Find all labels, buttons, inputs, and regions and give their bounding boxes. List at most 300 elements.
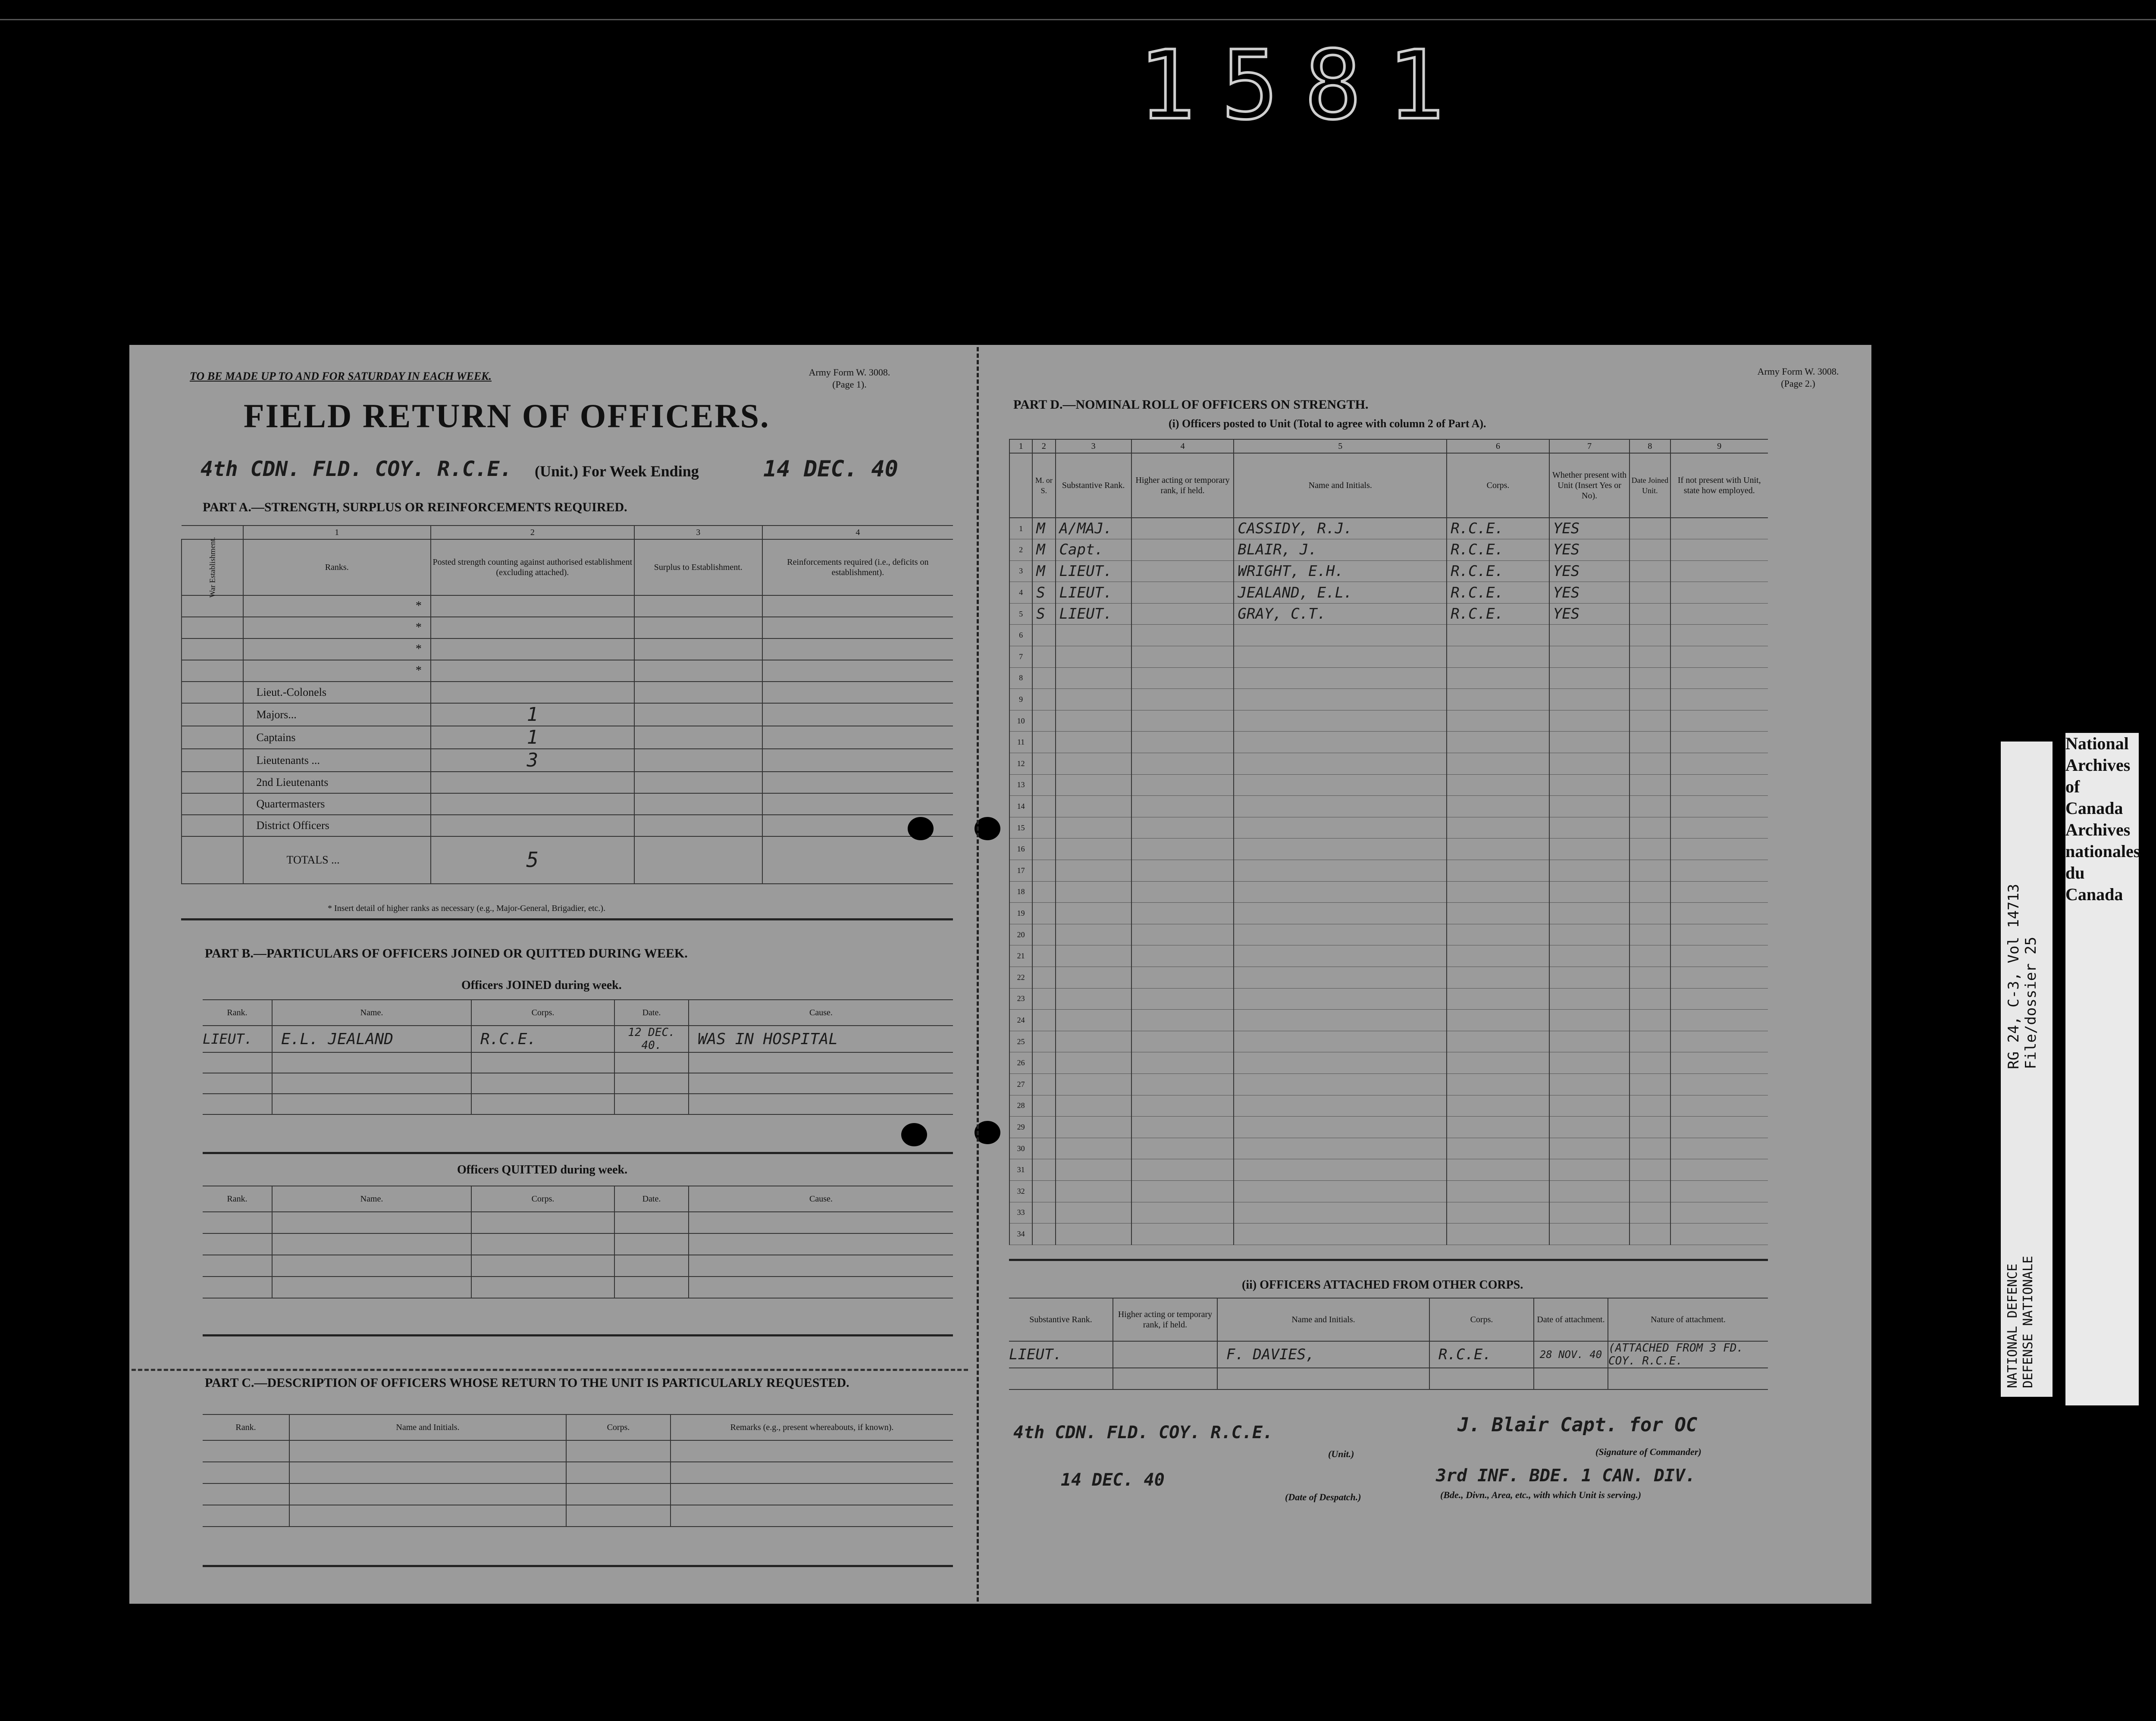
nominal-roll-body bbox=[1009, 518, 1768, 1245]
roll-row bbox=[1009, 1073, 1768, 1095]
roll-row bbox=[1009, 1031, 1768, 1052]
roll-name bbox=[1234, 1138, 1447, 1159]
roll-rank bbox=[1056, 625, 1131, 646]
roll-row bbox=[1009, 667, 1768, 689]
roll-row bbox=[1009, 967, 1768, 988]
roll-row bbox=[1009, 1052, 1768, 1074]
roll-row bbox=[1009, 582, 1768, 604]
roll-row-number: 11 bbox=[1009, 732, 1032, 753]
roll-ms bbox=[1032, 774, 1055, 796]
roll-row-number: 9 bbox=[1009, 689, 1032, 710]
roll-present bbox=[1549, 903, 1630, 924]
part-c-table bbox=[203, 1414, 953, 1527]
roll-ms bbox=[1032, 753, 1055, 775]
roll-row bbox=[1009, 753, 1768, 775]
roll-present bbox=[1549, 1010, 1630, 1031]
roll-corps bbox=[1447, 903, 1549, 924]
roll-index-header bbox=[1009, 453, 1032, 518]
roll-name bbox=[1234, 774, 1447, 796]
joined-cause-header: Cause. bbox=[689, 1000, 953, 1026]
joined-cause: WAS IN HOSPITAL bbox=[689, 1026, 953, 1052]
roll-row-number: 28 bbox=[1009, 1095, 1032, 1117]
roll-date-joined bbox=[1630, 1159, 1670, 1181]
page-stamp-number: 1581 bbox=[1138, 30, 1470, 141]
roll-higher-rank bbox=[1131, 1031, 1234, 1052]
roll-date-joined bbox=[1630, 817, 1670, 839]
roll-row bbox=[1009, 603, 1768, 625]
archive-reference bbox=[2005, 884, 2040, 1069]
roll-present: YES bbox=[1549, 518, 1630, 539]
roll-row-number: 14 bbox=[1009, 796, 1032, 817]
roll-rank bbox=[1056, 1052, 1131, 1074]
roll-date-joined bbox=[1630, 646, 1670, 668]
roll-higher-rank bbox=[1131, 903, 1234, 924]
roll-ms bbox=[1032, 988, 1055, 1010]
att-rank: LIEUT. bbox=[1009, 1341, 1113, 1368]
roll-row-number: 10 bbox=[1009, 710, 1032, 732]
roll-date-joined bbox=[1630, 582, 1670, 604]
roll-row bbox=[1009, 1117, 1768, 1138]
form-title: FIELD RETURN OF OFFICERS. bbox=[244, 397, 770, 435]
roll-date-joined bbox=[1630, 1095, 1670, 1117]
col-num-3: 3 bbox=[634, 526, 762, 539]
roll-rank bbox=[1056, 817, 1131, 839]
roll-ms bbox=[1032, 1031, 1055, 1052]
roll-rank bbox=[1056, 1031, 1131, 1052]
rank-quartermasters: Quartermasters bbox=[243, 793, 431, 815]
part-d-divider bbox=[1009, 1259, 1768, 1261]
roll-higher-rank bbox=[1131, 1180, 1234, 1202]
roll-ms bbox=[1032, 667, 1055, 689]
roll-rank bbox=[1056, 732, 1131, 753]
roll-colnum-8: 8 bbox=[1630, 439, 1670, 453]
roll-name bbox=[1234, 1095, 1447, 1117]
joined-name-header: Name. bbox=[272, 1000, 471, 1026]
roll-ms bbox=[1032, 1052, 1055, 1074]
roll-row bbox=[1009, 860, 1768, 882]
roll-row-number: 1 bbox=[1009, 518, 1032, 539]
roll-row-number: 19 bbox=[1009, 903, 1032, 924]
roll-name bbox=[1234, 860, 1447, 882]
roll-corps: R.C.E. bbox=[1447, 518, 1549, 539]
quitted-corps-header: Corps. bbox=[471, 1186, 614, 1212]
roll-row bbox=[1009, 560, 1768, 582]
form-page-1 bbox=[129, 345, 975, 1604]
roll-rank bbox=[1056, 753, 1131, 775]
roll-name bbox=[1234, 646, 1447, 668]
quitted-divider bbox=[203, 1334, 953, 1336]
star-row-2: * bbox=[243, 617, 431, 638]
roll-name bbox=[1234, 924, 1447, 945]
roll-ms bbox=[1032, 646, 1055, 668]
roll-name bbox=[1234, 967, 1447, 988]
roll-date-joined bbox=[1630, 988, 1670, 1010]
despatch-date-handwritten: 14 DEC. 40 bbox=[1061, 1470, 1165, 1490]
roll-higher-rank bbox=[1131, 646, 1234, 668]
quitted-table bbox=[203, 1186, 953, 1299]
roll-row-number: 24 bbox=[1009, 1010, 1032, 1031]
roll-present: YES bbox=[1549, 603, 1630, 625]
roll-higher-rank bbox=[1131, 1138, 1234, 1159]
roll-employed bbox=[1670, 817, 1768, 839]
roll-name-header: Name and Initials. bbox=[1234, 453, 1447, 518]
perforation-line bbox=[132, 1369, 968, 1371]
roll-rank bbox=[1056, 839, 1131, 860]
roll-rank: LIEUT. bbox=[1056, 560, 1131, 582]
part-a-footnote: * Insert detail of higher ranks as necessary (e.g., Major-General, Brigadier, etc.). bbox=[328, 904, 606, 913]
roll-rank: LIEUT. bbox=[1056, 603, 1131, 625]
roll-row-number: 13 bbox=[1009, 774, 1032, 796]
roll-corps bbox=[1447, 1117, 1549, 1138]
roll-rank bbox=[1056, 667, 1131, 689]
roll-date-joined bbox=[1630, 1117, 1670, 1138]
joined-corps-header: Corps. bbox=[471, 1000, 614, 1026]
rank-lieut-colonels: Lieut.-Colonels bbox=[243, 682, 431, 703]
roll-date-joined bbox=[1630, 560, 1670, 582]
roll-ms bbox=[1032, 903, 1055, 924]
roll-rank bbox=[1056, 1223, 1131, 1245]
roll-name bbox=[1234, 839, 1447, 860]
roll-employed bbox=[1670, 1073, 1768, 1095]
joined-date: 12 DEC. 40. bbox=[614, 1026, 689, 1052]
att-higher-rank-header: Higher acting or temporary rank, if held. bbox=[1113, 1298, 1217, 1341]
commander-signature: J. Blair Capt. for OC bbox=[1457, 1414, 1698, 1436]
roll-row bbox=[1009, 1202, 1768, 1223]
roll-row bbox=[1009, 988, 1768, 1010]
part-c-name-header: Name and Initials. bbox=[289, 1414, 566, 1440]
roll-present bbox=[1549, 667, 1630, 689]
joined-heading: Officers JOINED during week. bbox=[461, 979, 622, 992]
roll-row-number: 34 bbox=[1009, 1223, 1032, 1245]
roll-name bbox=[1234, 689, 1447, 710]
submission-note: TO BE MADE UP TO AND FOR SATURDAY IN EACH WEEK. bbox=[190, 370, 492, 382]
roll-corps: R.C.E. bbox=[1447, 603, 1549, 625]
roll-higher-rank bbox=[1131, 625, 1234, 646]
roll-name bbox=[1234, 1052, 1447, 1074]
roll-rank: Capt. bbox=[1056, 539, 1131, 561]
roll-date-joined bbox=[1630, 796, 1670, 817]
totals-value: 5 bbox=[431, 836, 634, 884]
joined-table bbox=[203, 999, 953, 1115]
roll-higher-rank bbox=[1131, 710, 1234, 732]
roll-ms: M bbox=[1032, 539, 1055, 561]
roll-row-number: 3 bbox=[1009, 560, 1032, 582]
roll-employed bbox=[1670, 710, 1768, 732]
posted-2nd-lieutenants bbox=[431, 772, 634, 793]
roll-higher-rank bbox=[1131, 667, 1234, 689]
nac-en-text: National Archives of Canada bbox=[2065, 734, 2131, 818]
roll-present bbox=[1549, 1052, 1630, 1074]
att-date-header: Date of attachment. bbox=[1534, 1298, 1608, 1341]
roll-present: YES bbox=[1549, 560, 1630, 582]
roll-higher-rank bbox=[1131, 1202, 1234, 1223]
roll-higher-rank bbox=[1131, 924, 1234, 945]
roll-name bbox=[1234, 753, 1447, 775]
att-name: F. DAVIES, bbox=[1217, 1341, 1429, 1368]
roll-name bbox=[1234, 667, 1447, 689]
roll-name bbox=[1234, 1159, 1447, 1181]
roll-rank bbox=[1056, 1138, 1131, 1159]
roll-rank bbox=[1056, 1180, 1131, 1202]
roll-colnum-1: 1 bbox=[1009, 439, 1032, 453]
quitted-cause-header: Cause. bbox=[689, 1186, 953, 1212]
week-ending-label: (Unit.) For Week Ending bbox=[535, 463, 699, 480]
roll-row-number: 12 bbox=[1009, 753, 1032, 775]
roll-row bbox=[1009, 924, 1768, 945]
part-c-heading: PART C.—DESCRIPTION OF OFFICERS WHOSE RETURN TO THE UNIT IS PARTICULARLY REQUESTED. bbox=[205, 1376, 849, 1390]
col-num-1: 1 bbox=[243, 526, 431, 539]
roll-date-joined bbox=[1630, 1202, 1670, 1223]
roll-ms bbox=[1032, 967, 1055, 988]
roll-row-number: 4 bbox=[1009, 582, 1032, 604]
roll-ms bbox=[1032, 924, 1055, 945]
roll-row bbox=[1009, 625, 1768, 646]
part-c-rank-header: Rank. bbox=[203, 1414, 289, 1440]
roll-row-number: 32 bbox=[1009, 1180, 1032, 1202]
roll-row-number: 27 bbox=[1009, 1073, 1032, 1095]
roll-rank bbox=[1056, 1117, 1131, 1138]
roll-colnum-4: 4 bbox=[1131, 439, 1234, 453]
roll-higher-rank bbox=[1131, 988, 1234, 1010]
nominal-roll-table bbox=[1009, 439, 1768, 1245]
roll-present bbox=[1549, 625, 1630, 646]
roll-rank bbox=[1056, 1159, 1131, 1181]
roll-present bbox=[1549, 1223, 1630, 1245]
roll-date-joined bbox=[1630, 881, 1670, 903]
roll-ms bbox=[1032, 1159, 1055, 1181]
roll-row bbox=[1009, 945, 1768, 967]
roll-corps bbox=[1447, 753, 1549, 775]
form-page-2 bbox=[983, 345, 1871, 1604]
part-a-table bbox=[181, 525, 953, 884]
roll-date-joined bbox=[1630, 1073, 1670, 1095]
roll-row-number: 16 bbox=[1009, 839, 1032, 860]
roll-row-number: 2 bbox=[1009, 539, 1032, 561]
roll-employed bbox=[1670, 667, 1768, 689]
roll-colnum-5: 5 bbox=[1234, 439, 1447, 453]
part-d-subheading-ii: (ii) OFFICERS ATTACHED FROM OTHER CORPS. bbox=[1242, 1278, 1523, 1292]
roll-name bbox=[1234, 1010, 1447, 1031]
roll-ms bbox=[1032, 1180, 1055, 1202]
roll-date-joined bbox=[1630, 753, 1670, 775]
roll-colnum-9: 9 bbox=[1670, 439, 1768, 453]
roll-row-number: 8 bbox=[1009, 667, 1032, 689]
form-number-text: Army Form W. 3008. bbox=[808, 367, 890, 378]
roll-higher-rank bbox=[1131, 796, 1234, 817]
roll-corps: R.C.E. bbox=[1447, 560, 1549, 582]
roll-corps bbox=[1447, 625, 1549, 646]
att-corps: R.C.E. bbox=[1429, 1341, 1534, 1368]
posted-majors: 1 bbox=[431, 703, 634, 726]
roll-present bbox=[1549, 967, 1630, 988]
roll-rank bbox=[1056, 860, 1131, 882]
quitted-name-header: Name. bbox=[272, 1186, 471, 1212]
roll-colnum-6: 6 bbox=[1447, 439, 1549, 453]
roll-higher-rank bbox=[1131, 1095, 1234, 1117]
roll-present bbox=[1549, 710, 1630, 732]
roll-employed bbox=[1670, 881, 1768, 903]
roll-rank bbox=[1056, 903, 1131, 924]
quitted-heading: Officers QUITTED during week. bbox=[457, 1163, 628, 1177]
roll-corps bbox=[1447, 796, 1549, 817]
roll-name bbox=[1234, 1073, 1447, 1095]
roll-name: WRIGHT, E.H. bbox=[1234, 560, 1447, 582]
roll-employed bbox=[1670, 945, 1768, 967]
part-c-remarks-header: Remarks (e.g., present whereabouts, if known). bbox=[671, 1414, 953, 1440]
roll-employed bbox=[1670, 539, 1768, 561]
roll-employed bbox=[1670, 603, 1768, 625]
roll-corps bbox=[1447, 817, 1549, 839]
roll-higher-rank bbox=[1131, 1223, 1234, 1245]
roll-corps bbox=[1447, 988, 1549, 1010]
roll-row bbox=[1009, 689, 1768, 710]
top-rule bbox=[0, 19, 2156, 20]
star-row-1: * bbox=[243, 595, 431, 617]
roll-employed bbox=[1670, 1138, 1768, 1159]
roll-ms: M bbox=[1032, 518, 1055, 539]
roll-employed bbox=[1670, 796, 1768, 817]
roll-higher-rank bbox=[1131, 881, 1234, 903]
roll-corps: R.C.E. bbox=[1447, 582, 1549, 604]
roll-date-joined bbox=[1630, 924, 1670, 945]
roll-employed bbox=[1670, 988, 1768, 1010]
roll-higher-rank bbox=[1131, 539, 1234, 561]
roll-employed bbox=[1670, 1117, 1768, 1138]
roll-corps bbox=[1447, 689, 1549, 710]
roll-higher-rank bbox=[1131, 1117, 1234, 1138]
roll-row-number: 20 bbox=[1009, 924, 1032, 945]
roll-higher-rank bbox=[1131, 817, 1234, 839]
roll-date-joined bbox=[1630, 1031, 1670, 1052]
col-num-4: 4 bbox=[762, 526, 953, 539]
roll-ms: S bbox=[1032, 582, 1055, 604]
roll-row-number: 22 bbox=[1009, 967, 1032, 988]
roll-employed bbox=[1670, 839, 1768, 860]
roll-name bbox=[1234, 881, 1447, 903]
brigade-label: (Bde., Divn., Area, etc., with which Unit is serving.) bbox=[1440, 1489, 1642, 1500]
roll-present bbox=[1549, 817, 1630, 839]
roll-date-joined bbox=[1630, 774, 1670, 796]
roll-rank bbox=[1056, 774, 1131, 796]
roll-higher-rank bbox=[1131, 582, 1234, 604]
roll-row bbox=[1009, 539, 1768, 561]
posted-lieutenants: 3 bbox=[431, 749, 634, 772]
roll-employed bbox=[1670, 1223, 1768, 1245]
roll-employed bbox=[1670, 1202, 1768, 1223]
roll-higher-rank bbox=[1131, 560, 1234, 582]
nac-fr-text: Archives nationales du Canada bbox=[2065, 820, 2140, 904]
signature-label: (Signature of Commander) bbox=[1595, 1446, 1702, 1457]
posted-lieut-colonels bbox=[431, 682, 634, 703]
roll-date-joined bbox=[1630, 839, 1670, 860]
roll-row bbox=[1009, 646, 1768, 668]
roll-corps bbox=[1447, 1180, 1549, 1202]
attached-officers-table bbox=[1009, 1298, 1768, 1390]
roll-higher-rank bbox=[1131, 1052, 1234, 1074]
roll-higher-rank bbox=[1131, 732, 1234, 753]
roll-corps bbox=[1447, 1073, 1549, 1095]
roll-row-number: 31 bbox=[1009, 1159, 1032, 1181]
roll-name bbox=[1234, 796, 1447, 817]
roll-ms-header: M. or S. bbox=[1032, 453, 1055, 518]
roll-employed bbox=[1670, 1010, 1768, 1031]
roll-date-joined bbox=[1630, 1052, 1670, 1074]
roll-row-number: 30 bbox=[1009, 1138, 1032, 1159]
roll-employed bbox=[1670, 924, 1768, 945]
roll-ms bbox=[1032, 732, 1055, 753]
roll-present bbox=[1549, 1180, 1630, 1202]
roll-ms bbox=[1032, 625, 1055, 646]
roll-name bbox=[1234, 732, 1447, 753]
roll-row bbox=[1009, 1223, 1768, 1245]
rank-majors: Majors... bbox=[243, 703, 431, 726]
roll-row bbox=[1009, 1180, 1768, 1202]
roll-corps bbox=[1447, 1052, 1549, 1074]
roll-name bbox=[1234, 988, 1447, 1010]
roll-corps bbox=[1447, 839, 1549, 860]
roll-rank bbox=[1056, 881, 1131, 903]
roll-name bbox=[1234, 945, 1447, 967]
roll-present bbox=[1549, 988, 1630, 1010]
roll-row bbox=[1009, 1095, 1768, 1117]
roll-name bbox=[1234, 710, 1447, 732]
roll-ms bbox=[1032, 689, 1055, 710]
roll-employed bbox=[1670, 967, 1768, 988]
roll-higher-rank-header: Higher acting or temporary rank, if held. bbox=[1131, 453, 1234, 518]
roll-rank bbox=[1056, 924, 1131, 945]
col-num-2: 2 bbox=[431, 526, 634, 539]
roll-employed bbox=[1670, 732, 1768, 753]
roll-name: GRAY, C.T. bbox=[1234, 603, 1447, 625]
roll-corps bbox=[1447, 732, 1549, 753]
roll-corps bbox=[1447, 1010, 1549, 1031]
roll-higher-rank bbox=[1131, 774, 1234, 796]
roll-corps bbox=[1447, 646, 1549, 668]
roll-row-number: 26 bbox=[1009, 1052, 1032, 1074]
roll-date-joined bbox=[1630, 689, 1670, 710]
roll-present bbox=[1549, 1117, 1630, 1138]
roll-name bbox=[1234, 1202, 1447, 1223]
roll-row-number: 7 bbox=[1009, 646, 1032, 668]
roll-present bbox=[1549, 732, 1630, 753]
roll-employed bbox=[1670, 560, 1768, 582]
roll-row-number: 23 bbox=[1009, 988, 1032, 1010]
roll-ms: S bbox=[1032, 603, 1055, 625]
roll-name: CASSIDY, R.J. bbox=[1234, 518, 1447, 539]
roll-row-number: 25 bbox=[1009, 1031, 1032, 1052]
roll-row bbox=[1009, 710, 1768, 732]
roll-name bbox=[1234, 1223, 1447, 1245]
roll-present bbox=[1549, 924, 1630, 945]
roll-rank bbox=[1056, 796, 1131, 817]
roll-ms bbox=[1032, 1073, 1055, 1095]
roll-ms bbox=[1032, 945, 1055, 967]
roll-corps bbox=[1447, 1202, 1549, 1223]
part-d-heading: PART D.—NOMINAL ROLL OF OFFICERS ON STRENGTH. bbox=[1013, 397, 1369, 412]
roll-name: JEALAND, E.L. bbox=[1234, 582, 1447, 604]
sign-unit-handwritten: 4th CDN. FLD. COY. R.C.E. bbox=[1013, 1423, 1273, 1443]
roll-name bbox=[1234, 1180, 1447, 1202]
roll-colnum-2: 2 bbox=[1032, 439, 1055, 453]
joined-divider bbox=[203, 1152, 953, 1154]
surplus-header: Surplus to Establishment. bbox=[634, 539, 762, 595]
roll-ms bbox=[1032, 1202, 1055, 1223]
roll-corps-header: Corps. bbox=[1447, 453, 1549, 518]
posted-quartermasters bbox=[431, 793, 634, 815]
roll-row-number: 21 bbox=[1009, 945, 1032, 967]
roll-date-joined bbox=[1630, 945, 1670, 967]
roll-corps bbox=[1447, 710, 1549, 732]
